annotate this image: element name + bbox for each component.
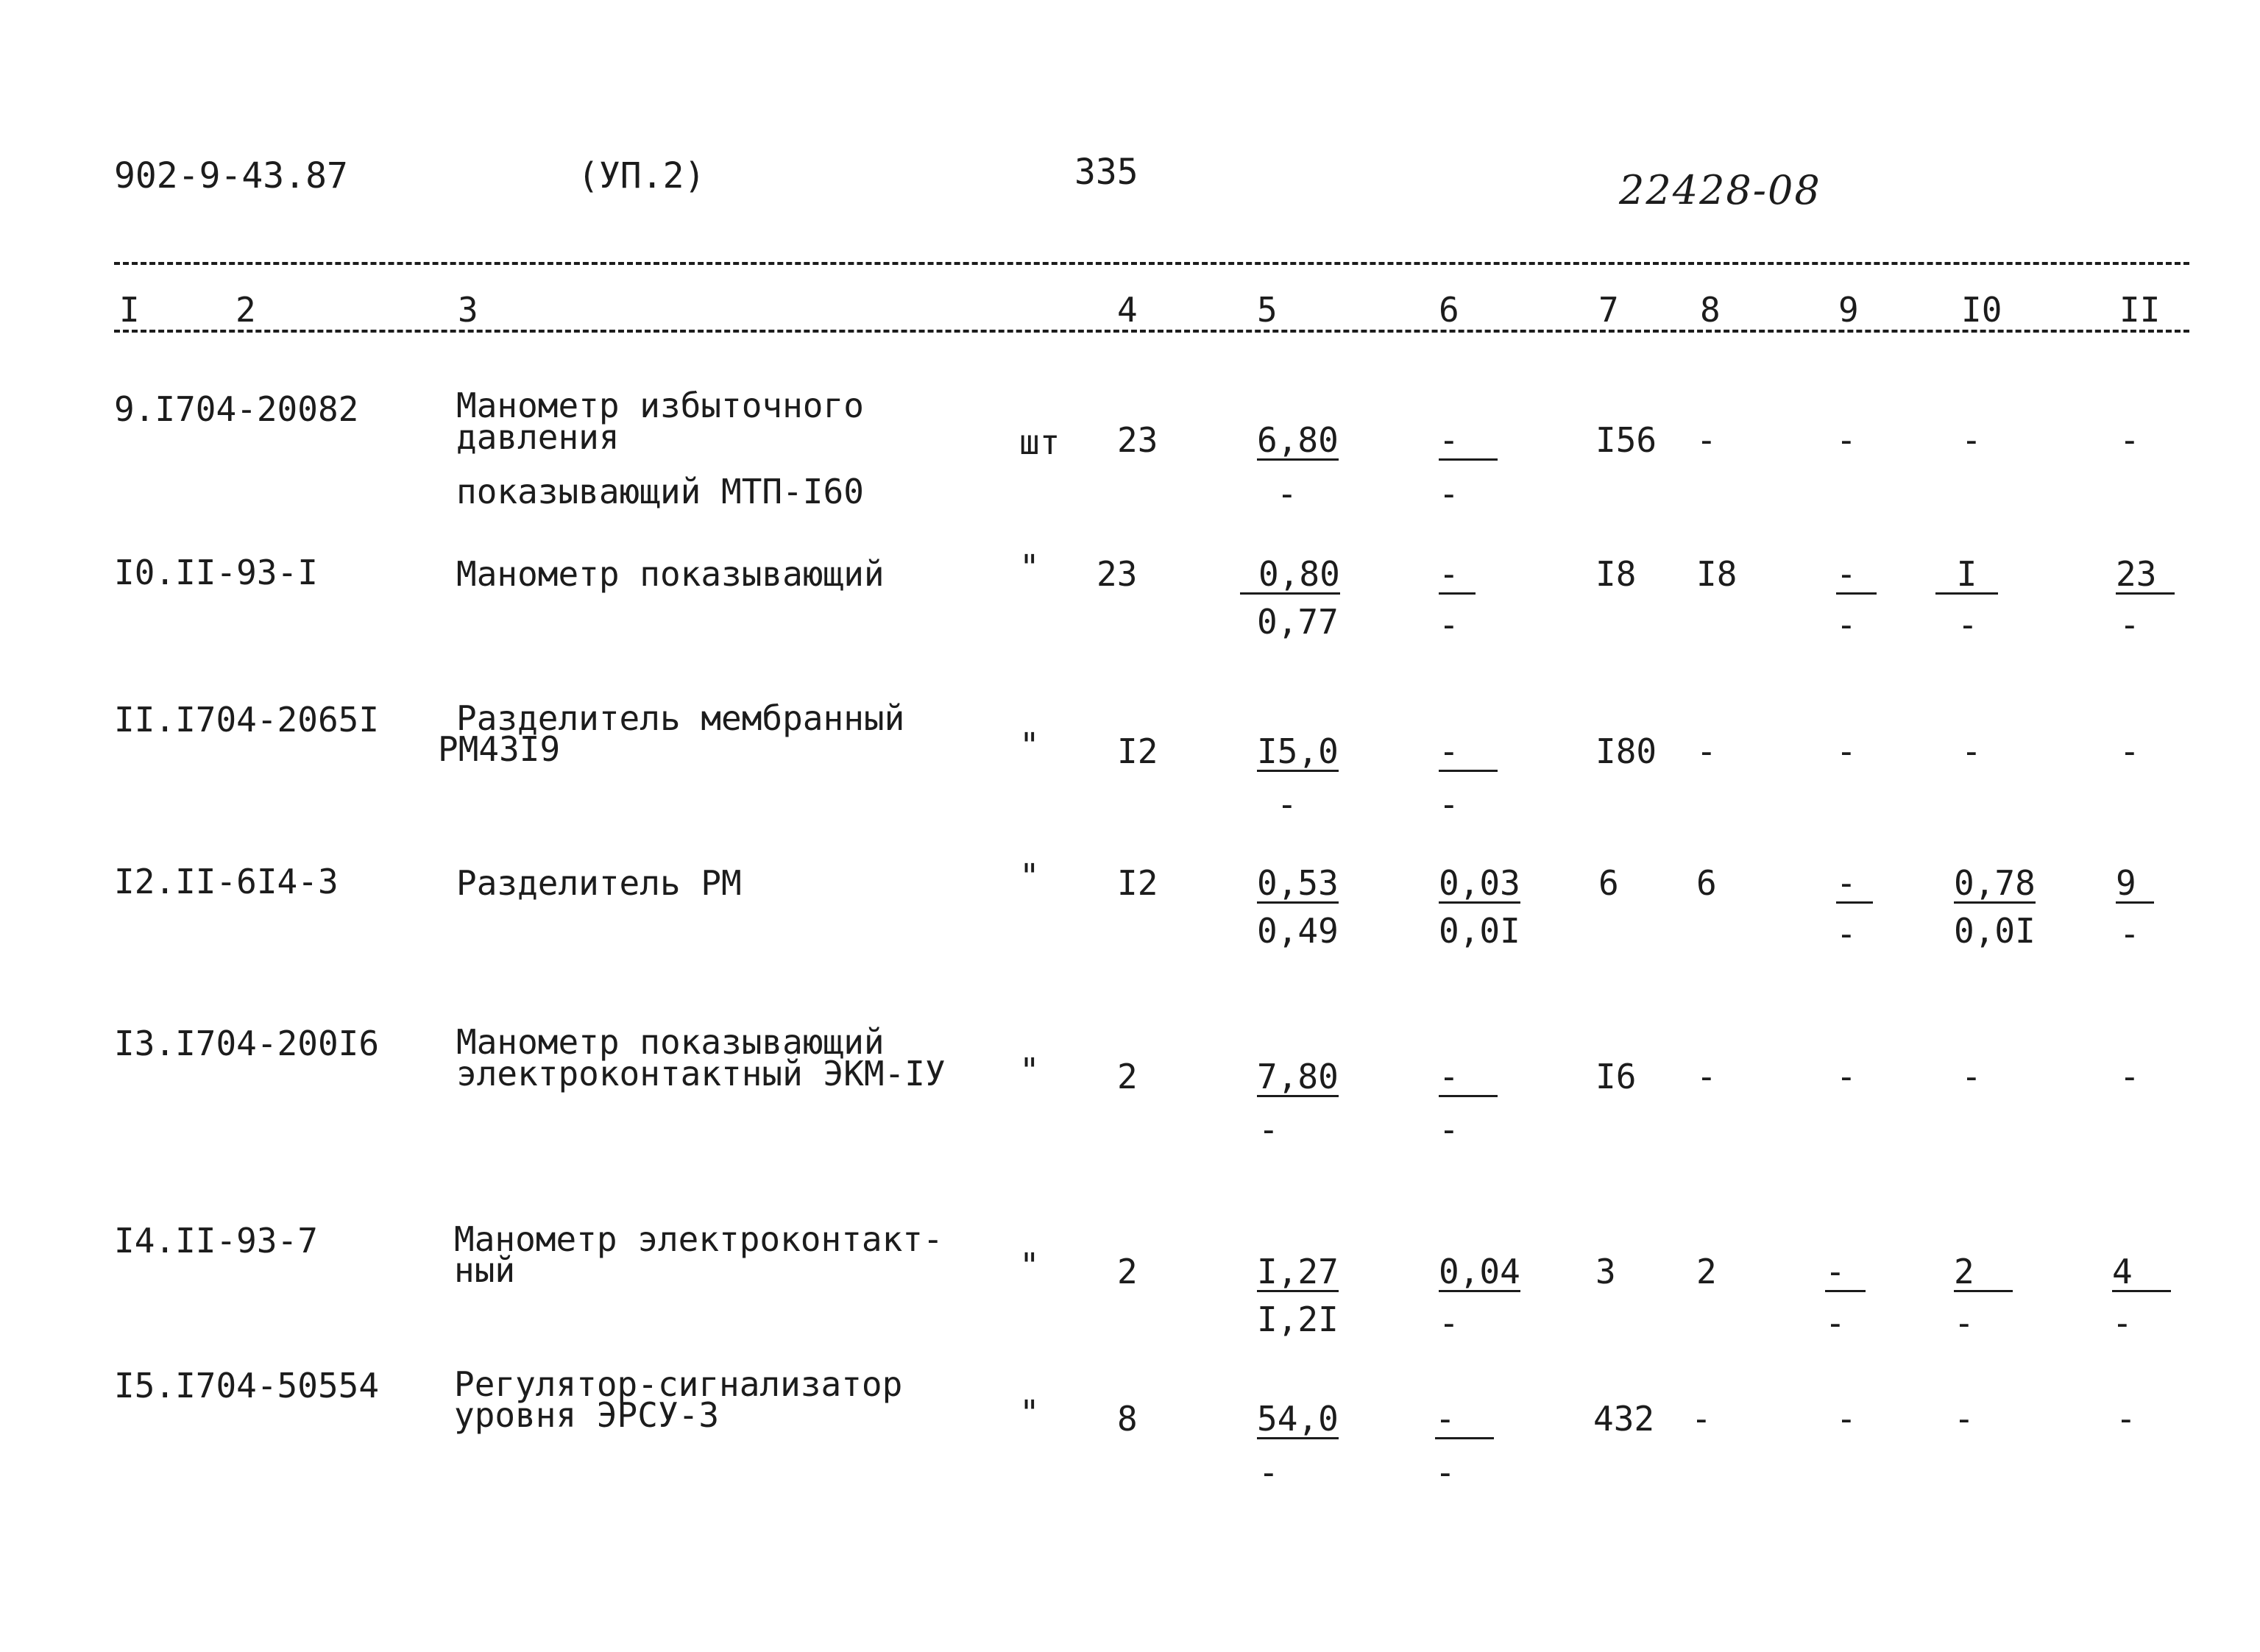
item-name-line: уровня ЭРСУ-3 [454, 1395, 720, 1435]
quantity: 8 [1117, 1399, 1138, 1439]
unit: " [1019, 1393, 1040, 1433]
col5-top: 7,80 [1257, 1057, 1339, 1096]
col5-top: 54,0 [1257, 1399, 1339, 1439]
col5-top: 0,80 [1240, 557, 1340, 595]
col9-bottom: - [1836, 605, 1857, 645]
item-name-line: Разделитель мембранный [456, 698, 905, 738]
col5-bottom: 0,49 [1257, 911, 1339, 951]
unit: " [1019, 1246, 1040, 1286]
col5-bottom: - [1277, 784, 1297, 824]
col11-bottom: - [2119, 914, 2140, 954]
col7-value: I8 [1595, 554, 1637, 594]
col6-bottom: 0,0I [1439, 911, 1520, 951]
col11-value: - [2119, 1057, 2140, 1096]
column-number-10: I0 [1961, 290, 2002, 330]
col5-top: 6,80 [1257, 420, 1339, 460]
col5-bottom: I,2I [1257, 1300, 1339, 1339]
col11-top: 9 [2116, 866, 2154, 904]
col9-value: - [1836, 420, 1857, 460]
item-name-line: Манометр избыточного [456, 386, 864, 425]
doc-code: 902-9-43.87 [114, 155, 348, 196]
col9-bottom: - [1825, 1303, 1846, 1343]
item-code: I5.I704-50554 [114, 1366, 380, 1405]
col8-value: - [1696, 731, 1717, 771]
column-number-9: 9 [1838, 290, 1859, 330]
col9-top: - [1836, 866, 1873, 904]
col6-top: - [1439, 557, 1476, 595]
col10-value: - [1954, 1399, 1974, 1439]
col5-top: I5,0 [1257, 731, 1339, 771]
unit: " [1019, 547, 1040, 587]
col8-value: - [1691, 1399, 1712, 1439]
unit: " [1019, 857, 1040, 896]
col5-bottom: - [1258, 1453, 1279, 1492]
item-name-line: Манометр показывающий [456, 1022, 885, 1062]
unit: " [1019, 726, 1040, 765]
col7-value: 432 [1593, 1399, 1655, 1439]
col10-bottom: - [1954, 1303, 1974, 1343]
item-code: 9.I704-20082 [114, 389, 359, 429]
col9-bottom: - [1836, 914, 1857, 954]
col11-value: - [2119, 420, 2140, 460]
quantity: 23 [1097, 554, 1138, 594]
col8-value: 6 [1696, 863, 1717, 903]
quantity: 2 [1117, 1252, 1138, 1291]
item-name-line: показывающий МТП-I60 [456, 472, 864, 511]
item-name-line: Разделитель РМ [456, 863, 742, 903]
column-number-underline [114, 330, 2189, 333]
col11-value: - [2119, 731, 2140, 771]
col11-top: 23 [2116, 557, 2175, 595]
col11-top: 4 [2112, 1255, 2171, 1292]
col5-bottom: 0,77 [1257, 602, 1339, 642]
col10-top: 2 [1954, 1255, 2013, 1292]
item-name-line: Регулятор-сигнализатор [454, 1364, 903, 1404]
col9-value: - [1836, 1399, 1857, 1439]
col10-value: - [1961, 1057, 1982, 1096]
col7-value: 6 [1598, 863, 1619, 903]
handwritten-inventory-code: 22428-08 [1619, 167, 1821, 213]
col6-top: 0,04 [1439, 1252, 1520, 1291]
item-code: II.I704-2065I [114, 700, 380, 740]
col7-value: I80 [1595, 731, 1657, 771]
col9-top: - [1825, 1255, 1866, 1292]
col6-top: - [1439, 734, 1498, 772]
col8-value: - [1696, 420, 1717, 460]
item-name-line: Манометр показывающий [456, 554, 885, 594]
col5-bottom: - [1277, 474, 1297, 514]
col10-bottom: 0,0I [1954, 911, 2036, 951]
col6-top: - [1435, 1402, 1494, 1439]
item-code: I0.II-93-I [114, 553, 318, 592]
col6-bottom: - [1435, 1453, 1456, 1492]
item-code: I2.II-6I4-3 [114, 862, 339, 901]
col8-value: 2 [1696, 1252, 1717, 1291]
col9-value: - [1836, 1057, 1857, 1096]
quantity: 2 [1117, 1057, 1138, 1096]
col5-top: I,27 [1257, 1252, 1339, 1291]
col5-bottom: - [1258, 1110, 1279, 1149]
col8-value: I8 [1696, 554, 1737, 594]
col9-top: - [1836, 557, 1877, 595]
column-number-1: I [119, 290, 140, 330]
col10-value: - [1961, 420, 1982, 460]
item-name-line: ный [454, 1250, 516, 1290]
col6-top: 0,03 [1439, 863, 1520, 903]
col6-bottom: - [1439, 474, 1459, 514]
col6-bottom: - [1439, 1110, 1459, 1149]
col7-value: 3 [1595, 1252, 1616, 1291]
album-number: (УП.2) [578, 155, 706, 196]
item-name-line: РМ43I9 [438, 729, 561, 769]
col6-bottom: - [1439, 1303, 1459, 1343]
col7-value: I6 [1595, 1057, 1637, 1096]
item-name-line: Манометр электроконтакт- [454, 1219, 943, 1259]
column-number-3: 3 [458, 290, 478, 330]
item-name-line: электроконтактный ЭКМ-IУ [456, 1054, 946, 1093]
col6-top: - [1439, 423, 1498, 461]
col6-top: - [1439, 1060, 1498, 1097]
quantity: I2 [1117, 731, 1158, 771]
col11-bottom: - [2119, 605, 2140, 645]
col11-value: - [2116, 1399, 2136, 1439]
col5-top: 0,53 [1257, 863, 1339, 903]
column-number-6: 6 [1439, 290, 1459, 330]
col10-value: - [1961, 731, 1982, 771]
column-number-11: II [2119, 290, 2161, 330]
col7-value: I56 [1595, 420, 1657, 460]
page-number: 335 [1074, 152, 1138, 193]
item-name-line: давления [456, 417, 620, 457]
col10-bottom: - [1958, 605, 1978, 645]
unit: шт [1019, 422, 1060, 462]
col11-bottom: - [2112, 1303, 2133, 1343]
item-code: I4.II-93-7 [114, 1221, 318, 1261]
unit: " [1019, 1051, 1040, 1091]
column-number-7: 7 [1598, 290, 1619, 330]
col9-value: - [1836, 731, 1857, 771]
col8-value: - [1696, 1057, 1717, 1096]
header-separator [114, 262, 2189, 265]
item-code: I3.I704-200I6 [114, 1024, 380, 1063]
quantity: 23 [1117, 420, 1158, 460]
column-number-5: 5 [1257, 290, 1278, 330]
quantity: I2 [1117, 863, 1158, 903]
column-number-8: 8 [1700, 290, 1721, 330]
col10-top: 0,78 [1954, 863, 2036, 903]
col6-bottom: - [1439, 784, 1459, 824]
column-number-4: 4 [1117, 290, 1138, 330]
column-number-2: 2 [235, 290, 256, 330]
col10-top: I [1935, 557, 1998, 595]
col6-bottom: - [1439, 605, 1459, 645]
